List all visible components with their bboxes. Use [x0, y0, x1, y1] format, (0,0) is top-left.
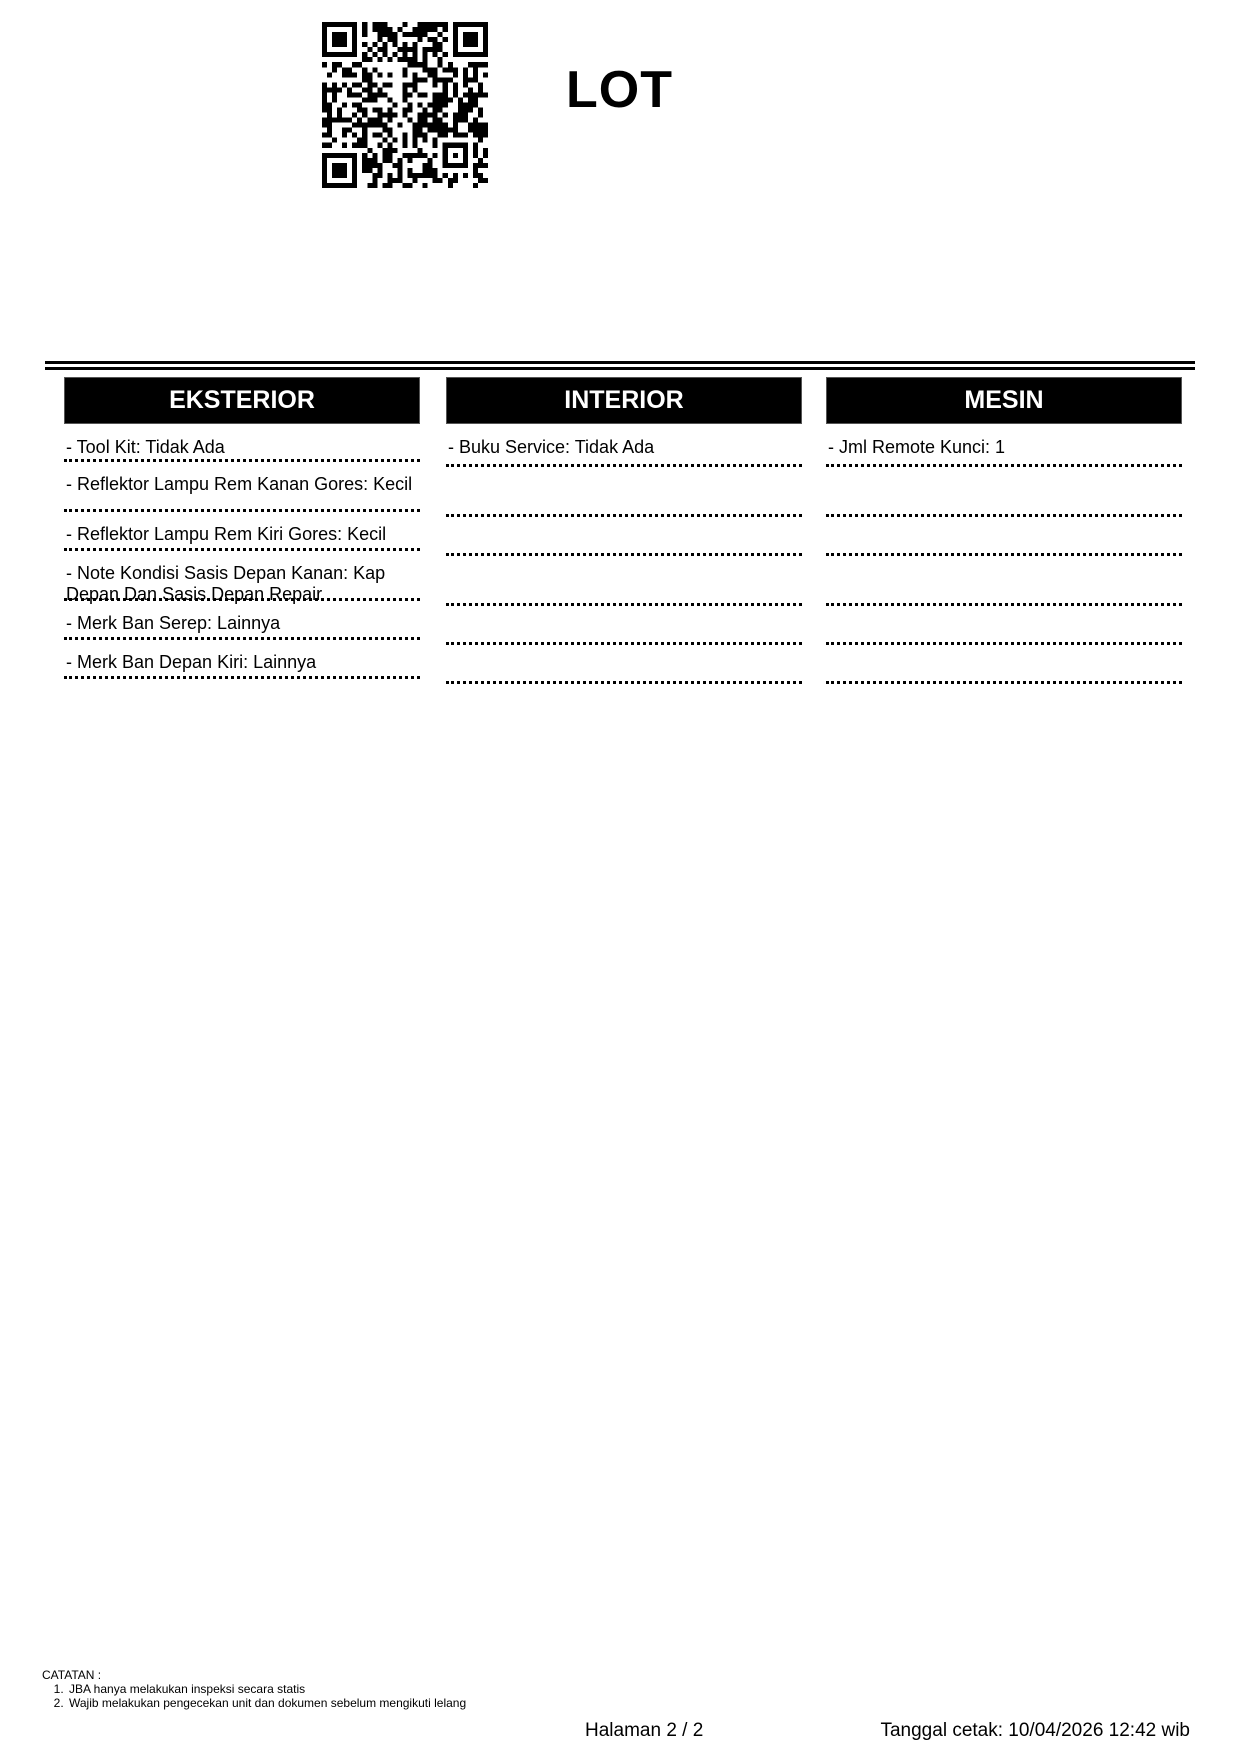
list-item [826, 523, 1182, 556]
note-item: 2. Wajib melakukan pengecekan unit dan dokumen sebelum mengikuti lelang [67, 1696, 466, 1710]
section-header: EKSTERIOR [64, 377, 420, 424]
section-mesin [826, 377, 1182, 684]
print-date: Tanggal cetak: 10/04/2026 12:42 wib [880, 1720, 1190, 1741]
list-item [826, 612, 1182, 645]
list-item [446, 562, 802, 606]
notes [42, 1668, 466, 1710]
qr-code [322, 22, 488, 188]
list-item [446, 612, 802, 645]
section-eksterior [64, 377, 420, 679]
list-item: - Reflektor Lampu Rem Kiri Gores: Kecil [64, 518, 420, 551]
list-item: - Merk Ban Depan Kiri: Lainnya [64, 646, 420, 679]
list-item: - Tool Kit: Tidak Ada [64, 431, 420, 462]
section-header: MESIN [826, 377, 1182, 424]
list-item [446, 523, 802, 556]
section-header: INTERIOR [446, 377, 802, 424]
list-item [826, 562, 1182, 606]
notes-list [42, 1682, 466, 1710]
page-number: Halaman 2 / 2 [585, 1720, 704, 1741]
header-divider [45, 367, 1195, 370]
list-item [446, 473, 802, 517]
list-item [446, 651, 802, 684]
lot-title: LOT [566, 61, 673, 119]
list-item: - Jml Remote Kunci: 1 [826, 431, 1182, 467]
list-item: - Buku Service: Tidak Ada [446, 431, 802, 467]
list-item [826, 651, 1182, 684]
notes-label: CATATAN : [42, 1668, 102, 1682]
list-item [826, 473, 1182, 517]
section-interior [446, 377, 802, 684]
list-item: - Merk Ban Serep: Lainnya [64, 607, 420, 640]
list-item: - Note Kondisi Sasis Depan Kanan: Kap Depan Dan Sasis Depan Repair [64, 557, 420, 601]
note-item: 1. JBA hanya melakukan inspeksi secara statis [67, 1682, 466, 1696]
header-divider [45, 361, 1195, 364]
list-item: - Reflektor Lampu Rem Kanan Gores: Kecil [64, 468, 420, 512]
